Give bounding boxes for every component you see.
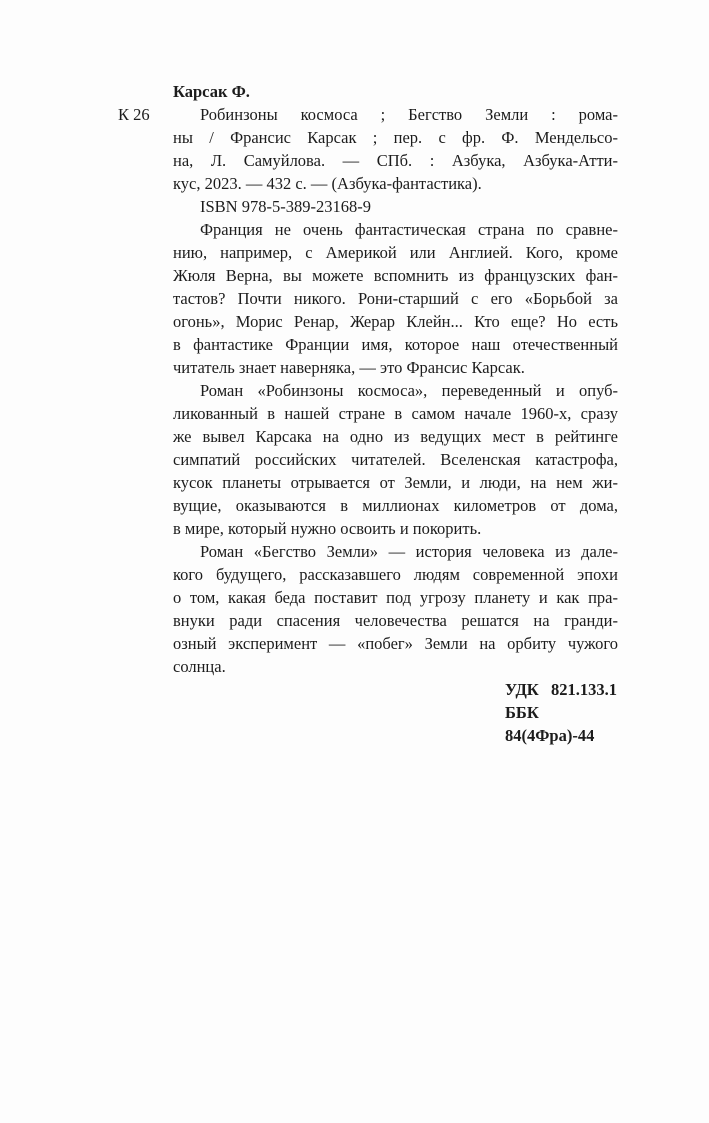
author-heading: Карсак Ф. [173,82,250,101]
annotation-line: о том, какая беда поставит под угрозу планету и как пра- [173,588,618,607]
catalog-record-line: кус, 2023. — 432 с. — (Азбука-фантастика). [173,174,482,193]
record-line-text: Робинзоны космоса ; Бегство Земли : рома- [200,105,618,124]
annotation-line: Роман «Бегство Земли» — история человека из дале- [200,542,618,561]
annotation-line: внуки ради спасения человечества решатся на гранди- [173,611,618,630]
annotation-line: Франция не очень фантастическая страна по сравне- [200,220,618,239]
annotation-line: Жюля Верна, вы можете вспомнить из французских фан- [173,266,618,285]
catalog-record-line: ны / Франсис Карсак ; пер. с фр. Ф. Мендельсо- [173,128,618,147]
annotation-line: нию, например, с Америкой или Англией. Кого, кроме [173,243,618,262]
udk-line [118,678,618,701]
annotation-line: читатель знает наверняка, — это Франсис Карсак. [173,358,525,377]
imprint-text-block [118,80,618,745]
bbk-line [118,701,618,745]
annotation-line: огонь», Морис Ренар, Жерар Клейн... Кто еще? Но есть [173,312,618,331]
isbn-line: ISBN 978-5-389-23168-9 [200,197,371,216]
annotation-line: тастов? Почти никого. Рони-старший с его «Борьбой за [173,289,618,308]
annotation-line: вущие, оказываются в миллионах километров от дома, [173,496,618,515]
annotation-line: же вывел Карсака на одно из ведущих мест в рейтинге [173,427,618,446]
annotation-line: Роман «Робинзоны космоса», переведенный и опуб- [200,381,618,400]
annotation-line: в мире, который нужно освоить и покорить. [173,519,482,538]
annotation-line: кусок планеты отрывается от Земли, и люди, на нем жи- [173,473,618,492]
annotation-line: в фантастике Франции имя, которое наш отечественный [173,335,618,354]
catalog-record-line [118,103,618,126]
annotation-line: ликованный в нашей стране в самом начале 1960-х, сразу [173,404,618,423]
catalog-index-label: К 26 [118,105,150,124]
bbk-label: ББК [505,703,539,722]
annotation-line: симпатий российских читателей. Вселенская катастрофа, [173,450,618,469]
annotation-line: кого будущего, рассказавшего людям современной эпохи [173,565,618,584]
annotation-line: озный эксперимент — «побег» Земли на орбиту чужого [173,634,618,653]
annotation-line: солнца. [173,657,226,676]
catalog-record-line: на, Л. Самуйлова. — СПб. : Азбука, Азбука-Атти- [173,151,618,170]
bbk-value: 84(4Фра)-44 [505,726,595,745]
udk-value: 821.133.1 [551,680,617,699]
udk-label: УДК [505,680,539,699]
